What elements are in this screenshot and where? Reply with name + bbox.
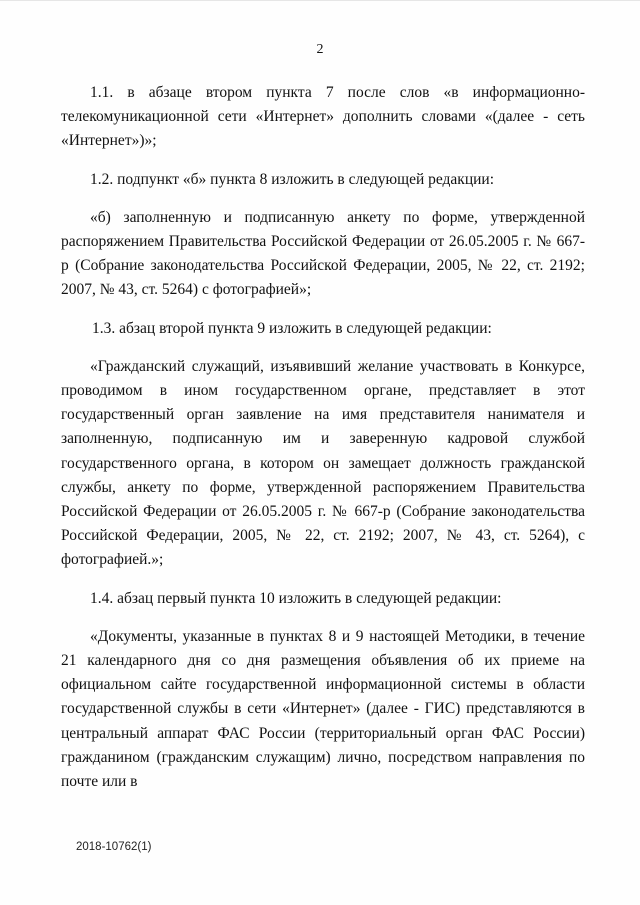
paragraph-1-3: 1.3. абзац второй пункта 9 изложить в следующей редакции: — [92, 319, 492, 337]
paragraph-documents: «Документы, указанные в пунктах 8 и 9 настоящей Методики, в течение 21 календарного дня со дня размещения объявления об их приеме на официальном сайте государственной информационной системы в области государственной службы в сети «Интернет» (далее - ГИС) представляются в центральный аппарат ФАС России (территориальный орган ФАС России) гражданином (гражданским служащим) лично, посредством направления по почте или в — [61, 627, 585, 791]
paragraph-civil-servant: «Гражданский служащий, изъявивший желание участвовать в Конкурсе, проводимом в ином государственном органе, представляет в этот государственный орган заявление на имя представителя нанимателя и заполненную, подписанную им и заверенную кадровой службой государственного органа, в котором он замещает должность гражданской службы, анкету по форме, утвержденной распоряжением Правительства Российской Федерации от 26.05.2005 г. № 667-р (Собрание законодательства Российской Федерации, 2005, № 22, ст. 2192; 2007, № 43, ст. 5264), с фотографией.»; — [61, 357, 585, 569]
paragraph-1-1: 1.1. в абзаце втором пункта 7 после слов «в информационно-телекомуникационной сети «Интернет» дополнить словами «(далее - сеть «Интернет»)»; — [61, 84, 585, 150]
paragraph-subitem-b: «б) заполненную и подписанную анкету по форме, утвержденной распоряжением Правительства Российской Федерации от 26.05.2005 г. № 667-р (Собрание законодательства Российской Федерации, 2005, № 22, ст. 2192; 2007, № 43, ст. 5264) с фотографией»; — [61, 208, 585, 299]
document-code: 2018-10762(1) — [76, 841, 152, 853]
page-top-edge — [0, 0, 640, 1]
paragraph-1-2: 1.2. подпункт «б» пункта 8 изложить в следующей редакции: — [90, 170, 495, 188]
document-body — [61, 81, 585, 794]
page-number: 2 — [316, 42, 324, 57]
paragraph-1-4: 1.4. абзац первый пункта 10 изложить в следующей редакции: — [90, 589, 502, 607]
